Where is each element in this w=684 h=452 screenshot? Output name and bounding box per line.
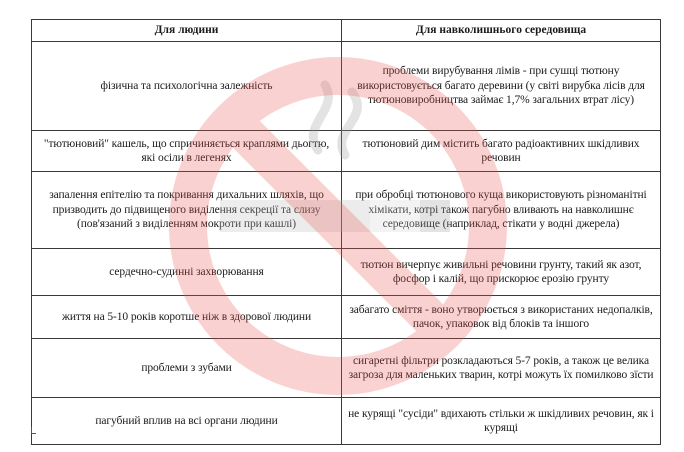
cell-environment: не курящі "сусіди" вдихають стільки ж шкідливих речовин, як і курящі (342, 398, 661, 445)
corner-mark (31, 427, 36, 434)
table-row (32, 131, 661, 172)
table-body (32, 42, 661, 445)
cell-environment: тютюновий дим містить багато радіоактивних шкідливих речовин (342, 131, 661, 172)
cell-environment: забагато сміття - воно утворюється з використаних недопалків, пачок, упаковок від блоків та іншого (342, 296, 661, 339)
cell-environment: проблеми вирубування лімів - при сушці тютюну використовується багато деревини (у світі вирубка лісів для тютюновиробництва займає 1,7% загальних втрат лісу) (342, 42, 661, 131)
table-header (32, 20, 661, 42)
header-human: Для людини (32, 20, 342, 42)
cell-human: пагубний вплив на всі органи людини (32, 398, 342, 445)
table-row (32, 249, 661, 296)
cell-environment: сигаретні фільтри розкладаються 5-7 років, а також це велика загроза для маленьких тварин, котрі можуть їх помилково зїсти (342, 339, 661, 398)
table-row (32, 42, 661, 131)
cell-environment: тютюн вичерпує живильні речовини грунту, такий як азот, фосфор і калій, що прискорює ерозію грунту (342, 249, 661, 296)
table-row (32, 339, 661, 398)
header-environment: Для навколишнього середовища (342, 20, 661, 42)
cell-human: проблеми з зубами (32, 339, 342, 398)
cell-human: фізична та психологічна залежність (32, 42, 342, 131)
table-row (32, 172, 661, 249)
comparison-table (31, 19, 661, 445)
table-row (32, 398, 661, 445)
cell-human: сердечно-судинні захворювання (32, 249, 342, 296)
cell-environment: при обробці тютюнового куща використовують різноманітні хімікати, котрі також пагубно вливають на навколишнє середовище (наприклад, стікати у водні джерела) (342, 172, 661, 249)
table-row (32, 296, 661, 339)
cell-human: запалення епітелію та покривання дихальних шляхів, що призводить до підвищеного виділення секреції та слизу (пов'язаний з виділенням мокроти при кашлі) (32, 172, 342, 249)
cell-human: "тютюновий" кашель, що спричиняється краплями дьогтю, які осіли в легенях (32, 131, 342, 172)
cell-human: життя на 5-10 років коротше ніж в здорової людини (32, 296, 342, 339)
header-row (32, 20, 661, 42)
